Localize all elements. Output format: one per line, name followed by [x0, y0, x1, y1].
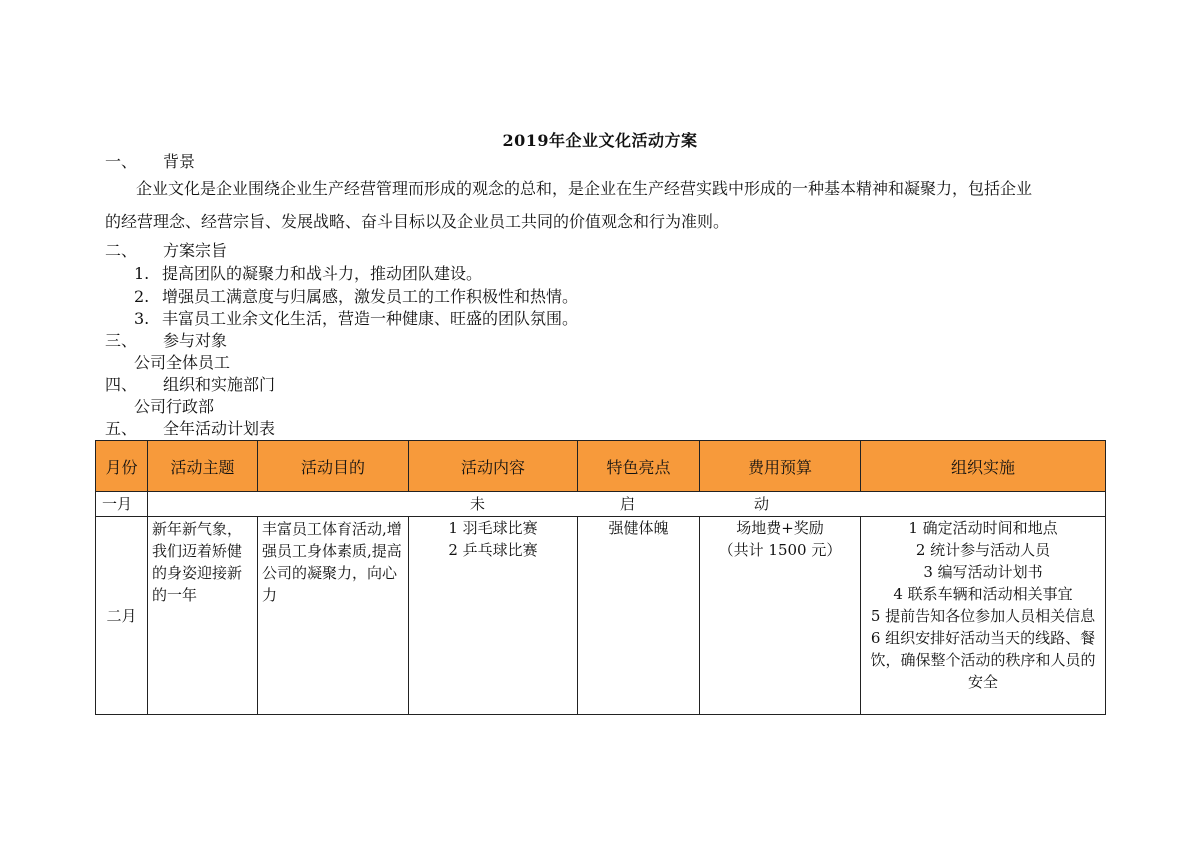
header-budget: 费用预算	[700, 441, 861, 492]
section-title: 组织和实施部门	[163, 375, 276, 394]
implementation-step: 1 确定活动时间和地点	[908, 519, 1058, 537]
purpose-cell	[258, 517, 409, 715]
status-char: 启	[620, 495, 636, 513]
section-heading-2	[105, 240, 227, 262]
budget-line: （共计 1500 元）	[718, 541, 842, 559]
participants-text: 公司全体员工	[134, 353, 231, 372]
purpose-item-2	[134, 286, 578, 308]
implementation-cell	[861, 517, 1106, 715]
section-number: 二、	[105, 241, 138, 260]
month-cell: 二月	[96, 517, 148, 715]
header-implementation: 组织实施	[861, 441, 1106, 492]
theme-text: 新年新气象，我们迈着矫健的身姿迎接新的一年	[152, 520, 243, 604]
list-text: 提高团队的凝聚力和战斗力，推动团队建设。	[162, 264, 483, 283]
section-number: 一、	[105, 152, 138, 171]
department-text: 公司行政部	[134, 397, 215, 416]
highlight-text: 强健体魄	[608, 519, 669, 537]
list-number: 2.	[134, 287, 150, 306]
implementation-step: 6 组织安排好活动当天的线路、餐饮，确保整个活动的秩序和人员的安全	[870, 629, 1096, 691]
section-heading-4	[105, 374, 275, 396]
status-char: 未	[470, 495, 486, 513]
section-title: 方案宗旨	[163, 241, 228, 260]
implementation-step: 4 联系车辆和活动相关事宜	[893, 585, 1073, 603]
month-cell: 一月	[96, 492, 148, 517]
january-status-cell	[148, 492, 1106, 517]
list-number: 1.	[134, 264, 150, 283]
purpose-text: 丰富员工体育活动,增强员工身体素质,提高公司的凝聚力，向心力	[262, 520, 402, 604]
status-char: 动	[754, 495, 770, 513]
implementation-step: 2 统计参与活动人员	[915, 541, 1051, 559]
section-title: 背景	[163, 152, 196, 171]
header-highlight: 特色亮点	[578, 441, 700, 492]
section-title: 参与对象	[163, 331, 228, 350]
table-header-row	[96, 441, 1106, 492]
background-paragraph-line-1: 企业文化是企业围绕企业生产经营管理而形成的观念的总和，是企业在生产经营实践中形成的一种基本精神和凝聚力，包括企业	[136, 179, 1033, 198]
section-heading-5	[105, 418, 275, 440]
budget-cell	[700, 517, 861, 715]
background-paragraph-line-2: 的经营理念、经营宗旨、发展战略、奋斗目标以及企业员工共同的价值观念和行为准则。	[105, 212, 730, 231]
table-row-january	[96, 492, 1106, 517]
content-item: 1 羽毛球比赛	[448, 519, 538, 537]
purpose-item-1	[134, 263, 482, 285]
list-number: 3.	[134, 309, 150, 328]
content-item: 2 乒乓球比赛	[448, 541, 538, 559]
implementation-step: 5 提前告知各位参加人员相关信息	[870, 607, 1096, 625]
budget-line: 场地费+奖励	[736, 519, 824, 537]
header-theme: 活动主题	[148, 441, 258, 492]
section-number: 三、	[105, 331, 138, 350]
section-number: 五、	[105, 419, 138, 438]
section-number: 四、	[105, 375, 138, 394]
content-cell	[409, 517, 578, 715]
header-content: 活动内容	[409, 441, 578, 492]
header-purpose: 活动目的	[258, 441, 409, 492]
implementation-step: 3 编写活动计划书	[923, 563, 1043, 581]
section-title: 全年活动计划表	[163, 419, 276, 438]
table-row-february	[96, 517, 1106, 715]
theme-cell	[148, 517, 258, 715]
list-text: 增强员工满意度与归属感，激发员工的工作积极性和热情。	[162, 287, 579, 306]
purpose-item-3	[134, 308, 578, 330]
annual-activity-plan-table	[95, 440, 1106, 715]
header-month: 月份	[96, 441, 148, 492]
list-text: 丰富员工业余文化生活，营造一种健康、旺盛的团队氛围。	[162, 309, 579, 328]
highlight-cell	[578, 517, 700, 715]
section-heading-1	[105, 151, 195, 173]
document-title: 2019年企业文化活动方案	[502, 131, 698, 150]
section-heading-3	[105, 330, 227, 352]
